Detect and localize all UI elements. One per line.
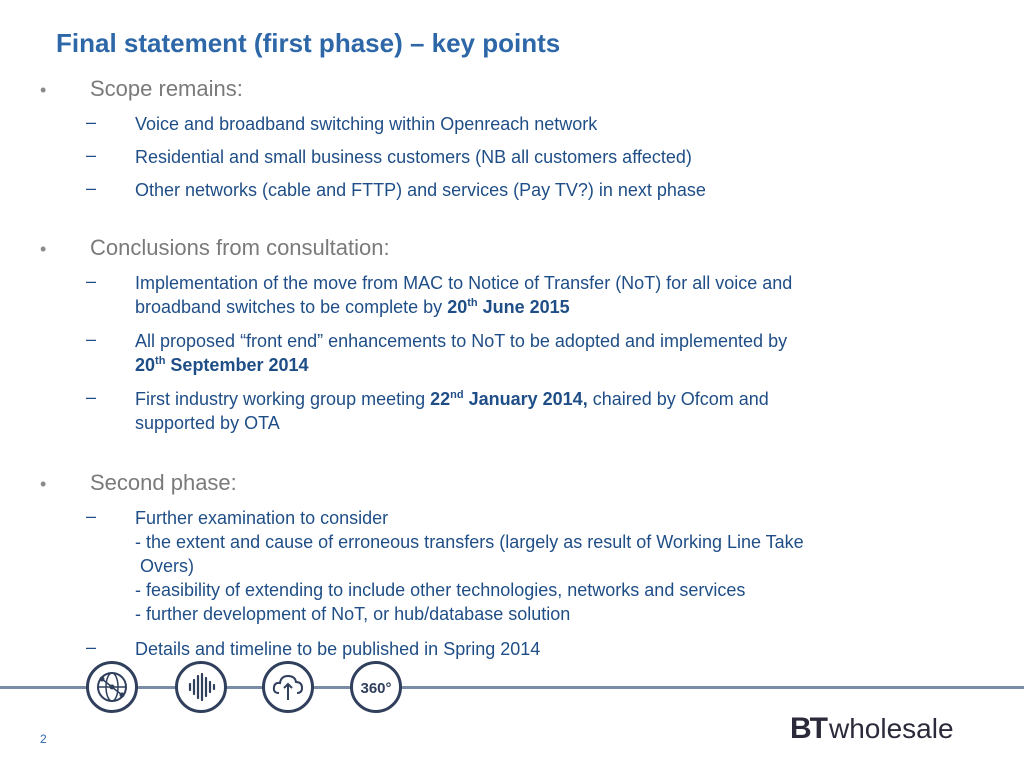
dash-marker: –: [86, 178, 97, 198]
footer-divider: [0, 686, 1024, 689]
globe-network-icon: [86, 661, 138, 713]
360-glyph: [356, 669, 396, 705]
text-line: - feasibility of extending to include other technologies, networks and services: [135, 580, 746, 600]
cloud-upload-glyph: [270, 669, 306, 705]
meeting-date: [430, 389, 588, 409]
dash-marker: –: [86, 637, 97, 657]
text-line: [135, 295, 995, 319]
text-line: supported by OTA: [135, 413, 280, 433]
text-segment: broadband switches to be complete by: [135, 297, 448, 317]
date-number: 22: [430, 389, 451, 409]
text-line: All proposed “front end” enhancements to NoT to be adopted and implemented by: [135, 331, 788, 351]
bullet-marker: •: [40, 474, 47, 494]
bullet-heading: Conclusions from consultation:: [90, 235, 390, 260]
cloud-upload-icon: [262, 661, 314, 713]
text-line: Further examination to consider: [135, 508, 389, 528]
bullet-marker: •: [40, 239, 47, 259]
date-suffix: th: [155, 355, 166, 367]
slide-title: Final statement (first phase) – key points: [56, 28, 561, 58]
date-number: 20: [447, 297, 468, 317]
page-number: 2: [40, 732, 47, 746]
text-line: [135, 387, 995, 411]
date-rest: June 2015: [477, 297, 570, 317]
text-line: - further development of NoT, or hub/database solution: [135, 604, 571, 624]
text-segment: First industry working group meeting: [135, 389, 431, 409]
sub-item-text: [135, 387, 995, 435]
dash-marker: –: [86, 145, 97, 165]
sound-wave-glyph: [183, 669, 219, 705]
bullet-heading: Scope remains:: [90, 76, 243, 101]
dash-marker: –: [86, 387, 97, 407]
dash-marker: –: [86, 112, 97, 132]
bt-wholesale-logo: [790, 712, 954, 748]
sub-item-text: Details and timeline to be published in Spring 2014: [135, 639, 541, 659]
sub-item-text: [135, 271, 995, 319]
360-icon: [350, 661, 402, 713]
text-line: Overs): [135, 556, 195, 576]
text-line: - the extent and cause of erroneous transfers (largely as result of Working Line Take: [135, 532, 804, 552]
dash-marker: –: [86, 271, 97, 291]
date-number: 20: [135, 355, 156, 375]
sub-item-text: Other networks (cable and FTTP) and services (Pay TV?) in next phase: [135, 180, 706, 200]
logo-wholesale: wholesale: [829, 713, 954, 744]
dash-marker: –: [86, 329, 97, 349]
text-line: [135, 353, 995, 377]
360-label: 360°: [360, 680, 392, 697]
date-suffix: th: [467, 297, 478, 309]
date-rest: September 2014: [165, 355, 309, 375]
deadline-date: [135, 355, 309, 375]
globe-network-glyph: [94, 669, 130, 705]
logo-bt: BT: [790, 712, 826, 745]
date-rest: January 2014,: [463, 389, 588, 409]
sub-item-text: [135, 506, 995, 626]
sub-item-text: Voice and broadband switching within Openreach network: [135, 114, 598, 134]
dash-marker: –: [86, 506, 97, 526]
text-segment: chaired by Ofcom and: [587, 389, 769, 409]
date-suffix: nd: [450, 389, 464, 401]
bullet-heading: Second phase:: [90, 470, 237, 495]
deadline-date: [447, 297, 569, 317]
sub-item-text: [135, 329, 995, 377]
bullet-marker: •: [40, 80, 47, 100]
sound-wave-icon: [175, 661, 227, 713]
sub-item-text: Residential and small business customers (NB all customers affected): [135, 147, 692, 167]
text-line: Implementation of the move from MAC to Notice of Transfer (NoT) for all voice and: [135, 273, 793, 293]
